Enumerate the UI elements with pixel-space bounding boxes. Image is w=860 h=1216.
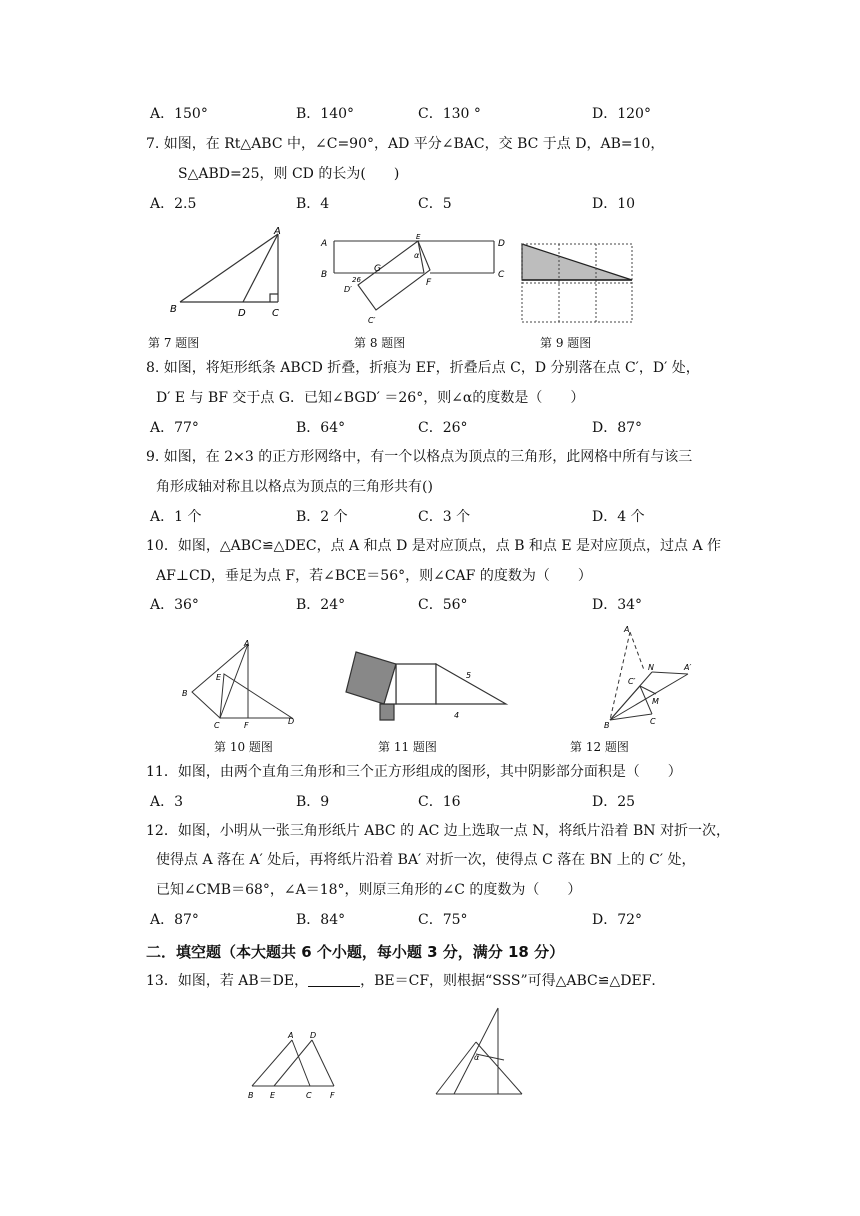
option-d: D．34° <box>592 597 643 613</box>
option-c: C．130 ° <box>418 106 481 122</box>
figure-10 <box>176 638 306 730</box>
fig13-label-c: C <box>306 1091 312 1100</box>
option-d: D．25 <box>592 794 636 810</box>
fig12-label-b: B <box>604 721 610 730</box>
q12-options <box>150 910 750 930</box>
q9-options <box>150 507 750 527</box>
q7-line-2: S△ABD=25，则 CD 的长为( ) <box>178 166 400 182</box>
fig7-label-b: B <box>170 304 177 315</box>
option-c: C．26° <box>418 420 468 436</box>
q12-line-1: 12．如图，小明从一张三角形纸片 ABC 的 AC 边上选取一点 N，将纸片沿着 BN 对折一次， <box>146 823 730 839</box>
q13-prefix: 13．如图，若 AB＝DE， <box>146 973 309 989</box>
fig12-label-n: N <box>648 663 654 672</box>
q8-options <box>150 418 750 438</box>
option-b: B．84° <box>296 912 346 928</box>
option-c: C．5 <box>418 196 452 212</box>
option-b: B．64° <box>296 420 346 436</box>
fig7-label-d: D <box>238 308 246 319</box>
fig13-label-f: F <box>330 1091 335 1100</box>
option-c: C．16 <box>418 794 461 810</box>
option-c: C．56° <box>418 597 468 613</box>
fig8-caption: 第 8 题图 <box>354 336 406 350</box>
section-title: 二．填空题（本大题共 6 个小题，每小题 3 分，满分 18 分） <box>146 943 565 961</box>
figure-11 <box>340 646 518 728</box>
option-b: B．2 个 <box>296 509 348 525</box>
q13-answer-blank[interactable] <box>308 972 360 987</box>
fig8-label-g: G <box>374 264 381 274</box>
q8-line-1: 8. 如图，将矩形纸条 ABCD 折叠，折痕为 EF，折叠后点 C，D 分别落在点 C′，D′ 处， <box>146 360 700 376</box>
fig10-label-c: C <box>214 721 220 730</box>
option-a: A．3 <box>150 794 184 810</box>
fig10-label-d: D <box>288 717 295 726</box>
q12-line-2: 使得点 A 落在 A′ 处后，再将纸片沿着 BA′ 对折一次，使得点 C 落在 BN 上的 C′ 处， <box>156 852 696 868</box>
option-d: D．10 <box>592 196 636 212</box>
fig11-label-5: 5 <box>466 671 472 680</box>
fig12-label-m: M <box>652 697 659 706</box>
fig7-label-c: C <box>272 308 279 319</box>
fig10-caption: 第 10 题图 <box>214 740 273 754</box>
figure-14 <box>428 1002 528 1102</box>
fig10-label-a: A <box>244 639 250 648</box>
fig8-label-e: E <box>416 233 421 241</box>
option-b: B．9 <box>296 794 330 810</box>
fig13-label-a: A <box>288 1031 294 1040</box>
option-b: B．4 <box>296 196 330 212</box>
option-a: A．87° <box>150 912 199 928</box>
q10-options <box>150 595 750 615</box>
option-d: D．72° <box>592 912 643 928</box>
option-a: A．150° <box>150 106 208 122</box>
q7-line-1: 7. 如图，在 Rt△ABC 中，∠C=90°，AD 平分∠BAC，交 BC 于点 D，AB=10， <box>146 136 665 152</box>
q6-options <box>150 104 750 124</box>
fig10-label-f: F <box>244 721 249 730</box>
q9-line-1: 9. 如图，在 2×3 的正方形网络中，有一个以格点为顶点的三角形，此网格中所有与该三 <box>146 449 693 465</box>
q13-suffix: ，BE＝CF，则根据“SSS”可得△ABC≌△DEF． <box>360 973 666 989</box>
q12-line-3: 已知∠CMB＝68°，∠A＝18°，则原三角形的∠C 的度数为（ ） <box>156 882 582 898</box>
q11-options <box>150 792 750 812</box>
fig10-label-b: B <box>182 689 188 698</box>
fig8-label-d-prime: D′ <box>344 285 352 294</box>
fig12-label-a: A <box>624 625 630 634</box>
fig10-label-e: E <box>216 673 222 682</box>
option-a: A．2.5 <box>150 196 197 212</box>
figure-9 <box>516 238 640 328</box>
q13-line <box>146 971 665 991</box>
q9-line-2: 角形成轴对称且以格点为顶点的三角形共有() <box>156 479 433 495</box>
fig11-label-4: 4 <box>454 711 460 720</box>
fig8-label-f: F <box>426 278 432 288</box>
fig7-label-a: A <box>274 226 281 237</box>
q10-line-1: 10．如图，△ABC≌△DEC，点 A 和点 D 是对应顶点，点 B 和点 E 是对应顶点，过点 A 作 <box>146 538 722 554</box>
fig8-label-b: B <box>321 270 328 280</box>
fig13-label-b: B <box>248 1091 254 1100</box>
q8-line-2: D′ E 与 BF 交于点 G．已知∠BGD′ ＝26°，则∠α的度数是（ ） <box>156 390 585 406</box>
figure-8 <box>318 230 518 330</box>
fig7-caption: 第 7 题图 <box>148 336 200 350</box>
fig12-label-c: C <box>650 717 656 726</box>
fig9-caption: 第 9 题图 <box>540 336 592 350</box>
option-a: A．77° <box>150 420 199 436</box>
q11-line-1: 11．如图，由两个直角三角形和三个正方形组成的图形，其中阴影部分面积是（ ） <box>146 764 682 780</box>
option-b: B．24° <box>296 597 346 613</box>
fig12-label-c-prime: C′ <box>628 677 636 686</box>
fig12-caption: 第 12 题图 <box>570 740 629 754</box>
option-d: D．87° <box>592 420 643 436</box>
option-a: A．1 个 <box>150 509 202 525</box>
q7-options <box>150 194 750 214</box>
fig12-label-a-prime: A′ <box>684 663 692 672</box>
option-a: A．36° <box>150 597 199 613</box>
option-b: B．140° <box>296 106 355 122</box>
fig13-label-d: D <box>310 1031 317 1040</box>
option-d: D．120° <box>592 106 651 122</box>
fig8-label-26: 26 <box>352 276 361 284</box>
option-c: C．75° <box>418 912 468 928</box>
fig8-label-c-prime: C′ <box>368 316 376 325</box>
fig14-label-alpha: α <box>474 1053 480 1062</box>
option-d: D．4 个 <box>592 509 645 525</box>
fig8-label-d: D <box>498 239 505 249</box>
fig13-label-e: E <box>270 1091 276 1100</box>
figure-7 <box>168 222 298 322</box>
figure-13 <box>244 1028 348 1102</box>
fig8-label-c: C <box>498 270 505 280</box>
q10-line-2: AF⊥CD，垂足为点 F，若∠BCE＝56°，则∠CAF 的度数为（ ） <box>156 568 592 584</box>
fig8-label-alpha: α <box>414 251 420 260</box>
figure-12 <box>596 624 706 730</box>
fig8-label-a: A <box>321 239 328 249</box>
option-c: C．3 个 <box>418 509 471 525</box>
fig11-caption: 第 11 题图 <box>378 740 437 754</box>
